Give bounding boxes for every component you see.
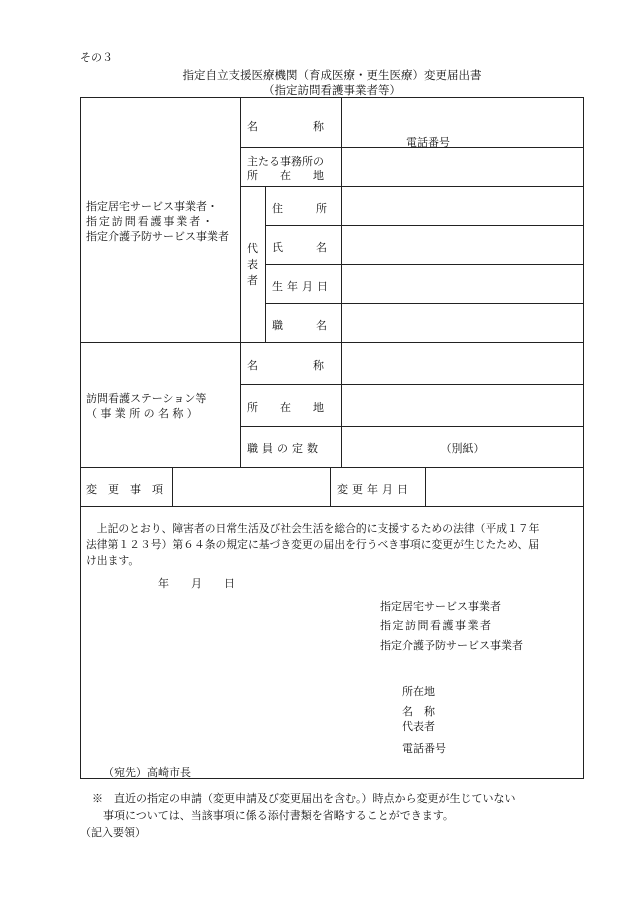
rep-birthdate-label: 生年月日 [272, 280, 332, 293]
business-type-1: 指定居宅サービス事業者 [380, 600, 501, 613]
rep-address-label: 住 所 [272, 202, 327, 215]
main-office-label-1: 主たる事務所の [247, 155, 324, 168]
staff-count-label: 職員の定数 [247, 442, 322, 455]
applicant-name-label: 名 称 [247, 120, 324, 133]
declaration-line-2: 法律第１２３号）第６４条の規定に基づき変更の届出を行うべき事項に変更が生じたため、届 [86, 538, 540, 551]
station-location-label: 所 在 地 [247, 401, 324, 414]
form-title: 指定自立支援医療機関（育成医療・更生医療）変更届出書 [182, 68, 482, 82]
signer-name-label: 名 称 [402, 705, 435, 718]
change-item-field[interactable] [173, 468, 330, 506]
note-line-2: 事項については、当該事項に係る添付書類を省略することができます。 [92, 809, 454, 822]
representative-label-2: 表 [247, 258, 258, 271]
addressee: （宛先）高崎市長 [103, 766, 191, 779]
rep-birthdate-field[interactable] [342, 265, 583, 303]
instructions-heading: （記入要領） [80, 826, 146, 839]
declaration-line-3: け出ます。 [86, 554, 140, 567]
station-group-label-2: （事業所の名称） [86, 407, 202, 420]
applicant-phone-label: 電話番号 [406, 136, 450, 149]
main-office-address-field[interactable] [342, 148, 583, 186]
signer-location-label: 所在地 [402, 685, 435, 698]
applicant-type-label-3: 指定介護予防サービス事業者 [86, 230, 229, 243]
representative-label-1: 代 [247, 242, 258, 255]
station-name-label: 名 称 [247, 359, 324, 372]
rep-name-field[interactable] [342, 226, 583, 264]
signer-phone-label: 電話番号 [402, 742, 446, 755]
declaration-line-1: 上記のとおり、障害者の日常生活及び社会生活を総合的に支援するための法律（平成１７年 [86, 522, 540, 535]
rep-address-field[interactable] [342, 187, 583, 225]
staff-count-value: （別紙） [440, 442, 485, 455]
applicant-name-field[interactable] [342, 98, 583, 128]
submission-date: 年 月 日 [158, 577, 235, 590]
rep-position-label: 職 名 [272, 319, 327, 332]
signer-rep-label: 代表者 [402, 720, 435, 733]
rep-name-label: 氏 名 [272, 241, 327, 254]
business-type-2: 指定訪問看護事業者 [380, 619, 493, 632]
change-item-label: 変 更 事 項 [86, 483, 163, 496]
applicant-type-label-1: 指定居宅サービス事業者・ [86, 200, 218, 213]
form-subtitle: （指定訪問看護事業者等） [263, 83, 401, 97]
station-location-field[interactable] [342, 385, 583, 426]
representative-label-3: 者 [247, 274, 258, 287]
station-group-label-1: 訪問看護ステーション等 [86, 392, 207, 405]
main-office-label-2: 所 在 地 [247, 169, 324, 182]
business-type-3: 指定介護予防サービス事業者 [380, 639, 523, 652]
form-number: その３ [80, 51, 113, 64]
rep-position-field[interactable] [342, 304, 583, 342]
change-date-label: 変更年月日 [337, 483, 412, 496]
applicant-type-label-2: 指定訪問看護事業者・ [86, 215, 215, 228]
change-date-field[interactable] [426, 468, 583, 506]
station-name-field[interactable] [342, 343, 583, 384]
note-line-1: ※ 直近の指定の申請（変更申請及び変更届出を含む。）時点から変更が生じていない [92, 792, 516, 805]
